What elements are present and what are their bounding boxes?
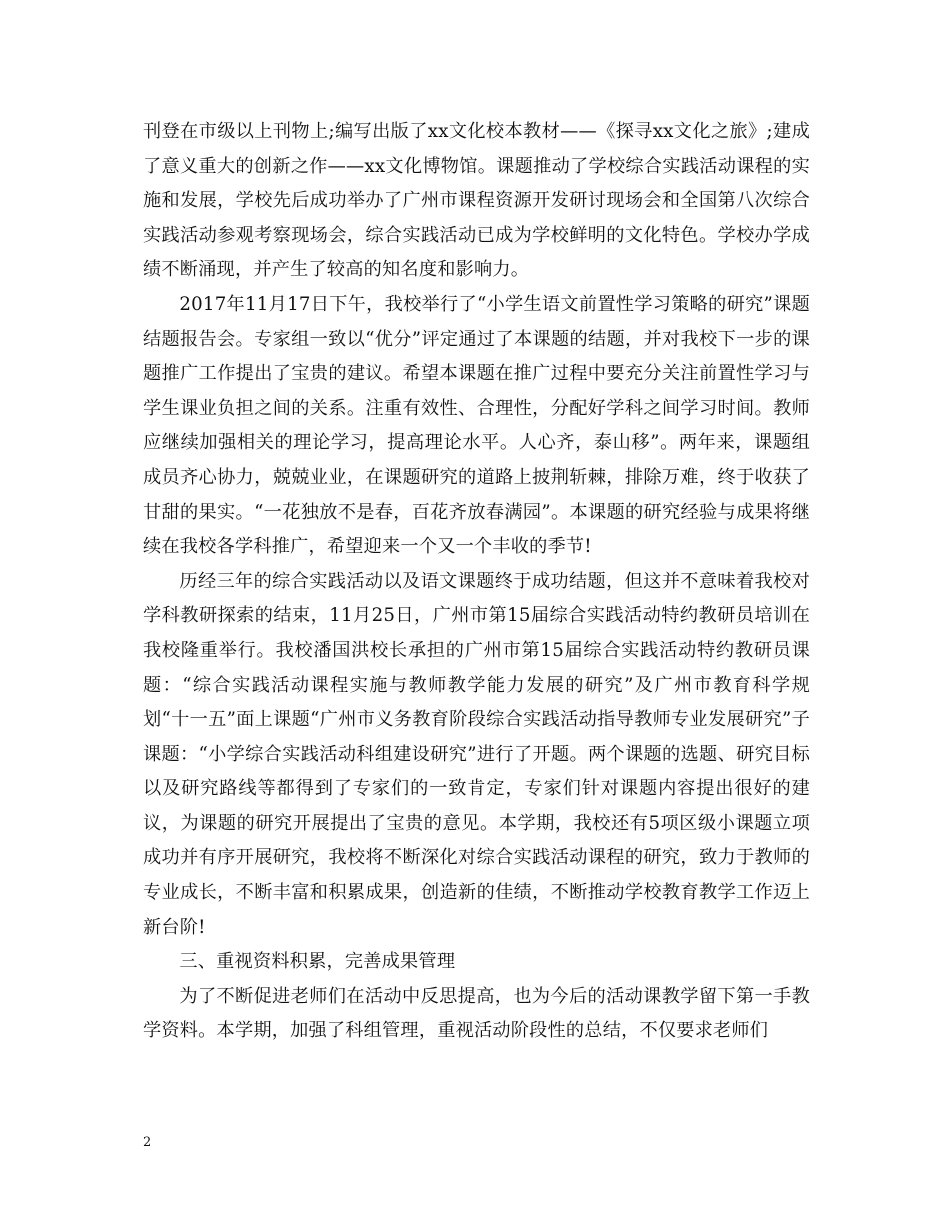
paragraph-materials: 为了不断促进老师们在活动中反思提高，也为今后的活动课教学留下第一手教学资料。本学期，加强了科组管理，重视活动阶段性的总结，不仅要求老师们 (143, 985, 810, 1042)
page-number: 2 (143, 1135, 152, 1150)
paragraph-conclusion-meeting: 2017年11月17日下午，我校举行了“小学生语文前置性学习策略的研究”课题结题报告会。专家组一致以“优分”评定通过了本课题的结题，并对我校下一步的课题推广工作提出了宝贵的建议。希望本课题在推广过程中要充分关注前置性学习与学生课业负担之间的关系。注重有效性、合理性，分配好学科之间学习时间。教师应继续加强相关的理论学习，提高理论水平。人心齐，泰山移”。两年来，课题组成员齐心协力，兢兢业业，在课题研究的道路上披荆斩棘，排除万难，终于收获了甘甜的果实。“一花独放不是春，百花齐放春满园”。本课题的研究经验与成果将继续在我校各学科推广，希望迎来一个又一个丰收的季节! (143, 293, 810, 558)
paragraph-continuation: 刊登在市级以上刊物上;编写出版了xx文化校本教材——《探寻xx文化之旅》;建成了意义重大的创新之作——xx文化博物馆。课题推动了学校综合实践活动课程的实施和发展，学校先后成功举办了广州市课程资源开发研讨现场会和全国第八次综合实践活动参观考察现场会，综合实践活动已成为学校鲜明的文化特色。学校办学成绩不断涌现，并产生了较高的知名度和影响力。 (143, 121, 810, 281)
section-heading: 三、重视资料积累，完善成果管理 (179, 951, 456, 973)
document-body (143, 115, 810, 1049)
paragraph-research-opening: 历经三年的综合实践活动以及语文课题终于成功结题，但这并不意味着我校对学科教研探索的结束，11月25日，广州市第15届综合实践活动特约教研员培训在我校隆重举行。我校潘国洪校长承担的广州市第15届综合实践活动特约教研员课题：“综合实践活动课程实施与教师教学能力发展的研究”及广州市教育科学规划“十一五”面上课题“广州市义务教育阶段综合实践活动指导教师专业发展研究”子课题：“小学综合实践活动科组建设研究”进行了开题。两个课题的选题、研究目标以及研究路线等都得到了专家们的一致肯定，专家们针对课题内容提出很好的建议，为课题的研究开展提出了宝贵的意见。本学期，我校还有5项区级小课题立项成功并有序开展研究，我校将不断深化对综合实践活动课程的研究，致力于教师的专业成长，不断丰富和积累成果，创造新的佳绩，不断推动学校教育教学工作迈上新台阶! (143, 570, 810, 938)
